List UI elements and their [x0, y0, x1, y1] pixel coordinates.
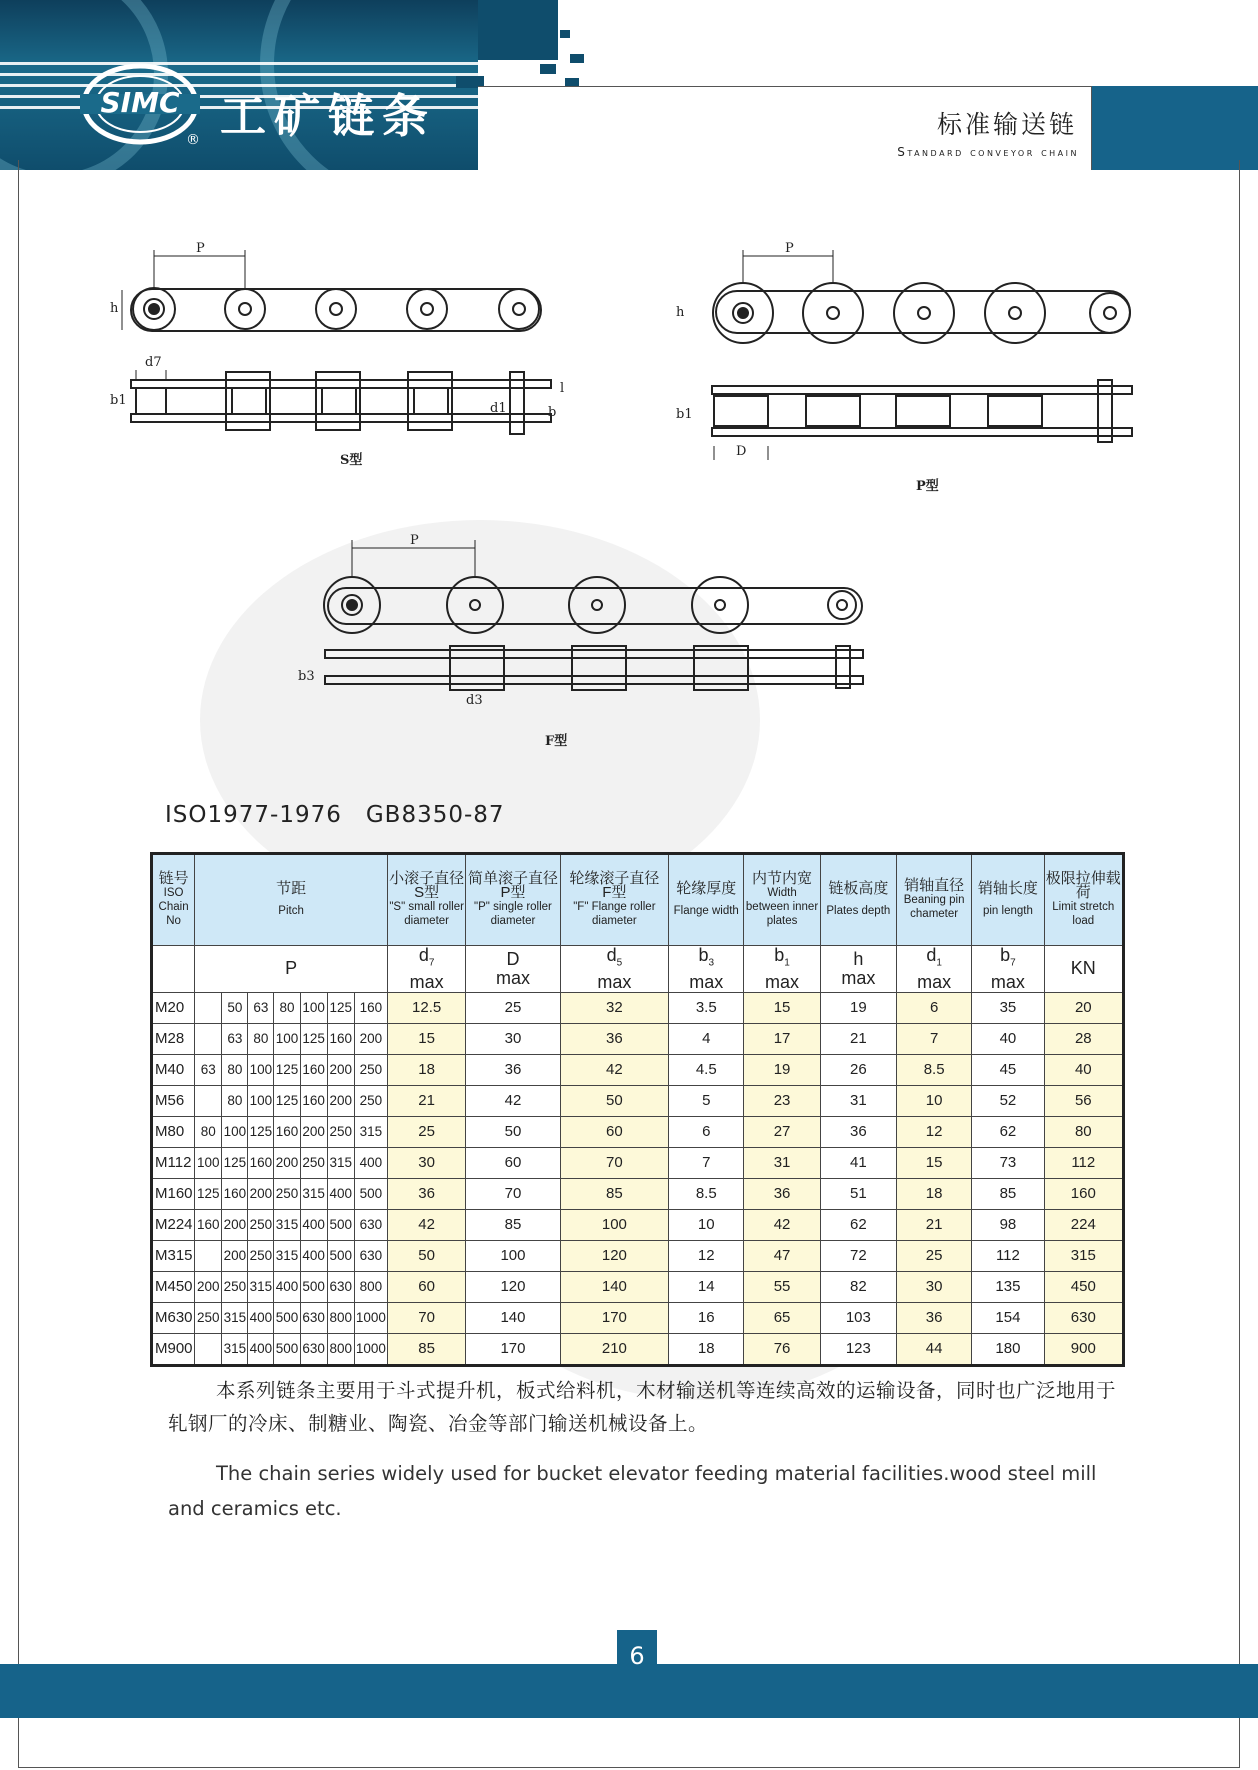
chain-number: M160	[152, 1178, 195, 1209]
flange-width: 7	[669, 1147, 744, 1178]
inner-width: 65	[744, 1302, 820, 1333]
standard-gb: GB8350-87	[365, 802, 505, 828]
flange-roller-dia: 120	[560, 1240, 668, 1271]
pin-diameter: 18	[896, 1178, 971, 1209]
pitch-value: 200	[354, 1023, 387, 1054]
symbol-d1: $d_1$ max	[896, 946, 971, 993]
plate-depth: 123	[820, 1333, 896, 1365]
page-title-cn: 标准输送链	[936, 110, 1077, 139]
inner-width: 76	[744, 1333, 820, 1365]
inner-width: 19	[744, 1054, 820, 1085]
pitch-value: 80	[222, 1054, 248, 1085]
limit-load: 56	[1044, 1085, 1123, 1116]
single-roller-dia: 70	[466, 1178, 560, 1209]
flange-roller-dia: 60	[560, 1116, 668, 1147]
pitch-value: 200	[195, 1271, 222, 1302]
table-row	[152, 1054, 1124, 1085]
pitch-value: 200	[300, 1116, 327, 1147]
small-roller-dia: 50	[387, 1240, 465, 1271]
svg-text:D: D	[736, 444, 747, 459]
pin-diameter: 44	[896, 1333, 971, 1365]
flange-roller-dia: 50	[560, 1085, 668, 1116]
col-limit-load: 极限拉伸载荷 Limit stretch load	[1044, 854, 1123, 946]
description-chinese: 本系列链条主要用于斗式提升机，板式给料机，木材输送机等连续高效的运输设备，同时也广泛地用于轧钢厂的冷床、制糖业、陶瓷、冶金等部门输送机械设备上。	[168, 1379, 1117, 1435]
pitch-value: 125	[274, 1054, 300, 1085]
pitch-value: 50	[222, 992, 248, 1023]
col-flange-roller: 轮缘滚子直径 F型 "F" Flange roller diameter	[560, 854, 668, 946]
pitch-value: 100	[300, 992, 327, 1023]
pin-diameter: 6	[896, 992, 971, 1023]
flange-width: 16	[669, 1302, 744, 1333]
pitch-value: 200	[248, 1178, 274, 1209]
pin-length: 112	[972, 1240, 1044, 1271]
pin-diameter: 10	[896, 1085, 971, 1116]
pin-diameter: 36	[896, 1302, 971, 1333]
page-number: 6	[617, 1630, 657, 1682]
chain-number: M40	[152, 1054, 195, 1085]
pin-length: 45	[972, 1054, 1044, 1085]
flange-width: 4	[669, 1023, 744, 1054]
limit-load: 28	[1044, 1023, 1123, 1054]
pitch-value: 400	[274, 1271, 300, 1302]
pitch-value: 315	[222, 1302, 248, 1333]
pitch-value: 500	[327, 1209, 354, 1240]
pitch-value: 250	[300, 1147, 327, 1178]
inner-width: 17	[744, 1023, 820, 1054]
symbol-b1: $b_1$ max	[744, 946, 820, 993]
pitch-value: 315	[274, 1240, 300, 1271]
pitch-value: 400	[327, 1178, 354, 1209]
pitch-value: 100	[248, 1054, 274, 1085]
table-row	[152, 1147, 1124, 1178]
pitch-value: 250	[354, 1054, 387, 1085]
limit-load: 900	[1044, 1333, 1123, 1365]
table-row	[152, 1271, 1124, 1302]
flange-width: 12	[669, 1240, 744, 1271]
limit-load: 112	[1044, 1147, 1123, 1178]
symbol-d5: $d_5$ max	[560, 946, 668, 993]
chain-number: M900	[152, 1333, 195, 1365]
flange-roller-dia: 36	[560, 1023, 668, 1054]
flange-width: 18	[669, 1333, 744, 1365]
symbol-d7: $d_7$ max	[387, 946, 465, 993]
pitch-value: 400	[248, 1302, 274, 1333]
pitch-value: 630	[300, 1333, 327, 1365]
table-row	[152, 1116, 1124, 1147]
inner-width: 23	[744, 1085, 820, 1116]
chain-number: M80	[152, 1116, 195, 1147]
pitch-value: 500	[354, 1178, 387, 1209]
flange-roller-dia: 210	[560, 1333, 668, 1365]
single-roller-dia: 36	[466, 1054, 560, 1085]
chain-number: M56	[152, 1085, 195, 1116]
limit-load: 630	[1044, 1302, 1123, 1333]
col-inner-width: 内节内宽 Width between inner plates	[744, 854, 820, 946]
flange-width: 3.5	[669, 992, 744, 1023]
small-roller-dia: 25	[387, 1116, 465, 1147]
pitch-value: 160	[300, 1085, 327, 1116]
chain-number: M224	[152, 1209, 195, 1240]
col-pin-diameter: 销轴直径 Beaning pin chameter	[896, 854, 971, 946]
pitch-value: 63	[195, 1054, 222, 1085]
col-plate-depth: 链板高度 Plates depth	[820, 854, 896, 946]
chain-number: M20	[152, 992, 195, 1023]
limit-load: 20	[1044, 992, 1123, 1023]
s-type-diagram	[110, 241, 564, 468]
pitch-value: 125	[300, 1023, 327, 1054]
single-roller-dia: 50	[466, 1116, 560, 1147]
pitch-value: 80	[274, 992, 300, 1023]
limit-load: 160	[1044, 1178, 1123, 1209]
pitch-value: 100	[222, 1116, 248, 1147]
single-roller-dia: 170	[466, 1333, 560, 1365]
table-row	[152, 1023, 1124, 1054]
pitch-value: 160	[274, 1116, 300, 1147]
small-roller-dia: 70	[387, 1302, 465, 1333]
table-row	[152, 992, 1124, 1023]
col-single-roller: 简单滚子直径 P型 "P" single roller diameter	[466, 854, 560, 946]
pin-diameter: 12	[896, 1116, 971, 1147]
flange-width: 8.5	[669, 1178, 744, 1209]
pitch-value: 315	[274, 1209, 300, 1240]
pitch-value: 125	[248, 1116, 274, 1147]
pin-diameter: 30	[896, 1271, 971, 1302]
pitch-value: 800	[327, 1333, 354, 1365]
plate-depth: 103	[820, 1302, 896, 1333]
flange-roller-dia: 85	[560, 1178, 668, 1209]
pitch-value: 315	[300, 1178, 327, 1209]
chain-number: M315	[152, 1240, 195, 1271]
pitch-value: 160	[248, 1147, 274, 1178]
small-roller-dia: 30	[387, 1147, 465, 1178]
pitch-value: 125	[327, 992, 354, 1023]
inner-width: 42	[744, 1209, 820, 1240]
chain-number: M450	[152, 1271, 195, 1302]
pitch-value: 160	[354, 992, 387, 1023]
svg-text:P型: P型	[916, 479, 939, 494]
description-english: The chain series widely used for bucket elevator feeding material facilities.wood steel mill and ceramics etc.	[168, 1462, 1097, 1520]
table-row	[152, 1240, 1124, 1271]
symbol-b3: $b_3$ max	[669, 946, 744, 993]
col-flange-width: 轮缘厚度 Flange width	[669, 854, 744, 946]
pitch-value: 200	[327, 1054, 354, 1085]
plate-depth: 62	[820, 1209, 896, 1240]
limit-load: 80	[1044, 1116, 1123, 1147]
pitch-value: 100	[274, 1023, 300, 1054]
plate-depth: 21	[820, 1023, 896, 1054]
pin-length: 52	[972, 1085, 1044, 1116]
plate-depth: 26	[820, 1054, 896, 1085]
pitch-value: 250	[195, 1302, 222, 1333]
svg-text:d3: d3	[466, 693, 483, 708]
pitch-value	[195, 992, 222, 1023]
pin-length: 62	[972, 1116, 1044, 1147]
pitch-value	[195, 1085, 222, 1116]
svg-text:F型: F型	[545, 734, 568, 749]
pitch-value: 500	[274, 1333, 300, 1365]
flange-roller-dia: 140	[560, 1271, 668, 1302]
flange-roller-dia: 70	[560, 1147, 668, 1178]
table-symbol-row	[152, 946, 1124, 993]
pin-length: 35	[972, 992, 1044, 1023]
pitch-value: 400	[354, 1147, 387, 1178]
col-small-roller: 小滚子直径 S型 "S" small roller diameter	[387, 854, 465, 946]
plate-depth: 51	[820, 1178, 896, 1209]
pitch-value: 800	[327, 1302, 354, 1333]
svg-text:h: h	[676, 305, 685, 320]
col-chain-no: 链号 ISO Chain No	[152, 854, 195, 946]
pitch-value: 125	[222, 1147, 248, 1178]
plate-depth: 82	[820, 1271, 896, 1302]
svg-text:P: P	[196, 241, 205, 256]
pitch-value: 250	[248, 1240, 274, 1271]
limit-load: 40	[1044, 1054, 1123, 1085]
pin-diameter: 8.5	[896, 1054, 971, 1085]
col-pitch: 节距 Pitch	[195, 854, 388, 946]
pitch-value	[195, 1240, 222, 1271]
limit-load: 450	[1044, 1271, 1123, 1302]
table-row	[152, 1333, 1124, 1365]
pitch-value: 500	[274, 1302, 300, 1333]
col-pin-length: 销轴长度 pin length	[972, 854, 1044, 946]
plate-depth: 31	[820, 1085, 896, 1116]
pitch-value: 315	[222, 1333, 248, 1365]
standard-iso: ISO1977-1976	[165, 802, 342, 828]
chain-number: M630	[152, 1302, 195, 1333]
brand-name: 工矿链条	[220, 89, 436, 143]
pin-diameter: 21	[896, 1209, 971, 1240]
pitch-value: 80	[195, 1116, 222, 1147]
limit-load: 315	[1044, 1240, 1123, 1271]
pitch-value: 630	[354, 1209, 387, 1240]
pin-diameter: 25	[896, 1240, 971, 1271]
pin-diameter: 7	[896, 1023, 971, 1054]
page-title-en: Standard conveyor chain	[897, 145, 1079, 159]
pitch-value: 1000	[354, 1333, 387, 1365]
single-roller-dia: 25	[466, 992, 560, 1023]
table-row	[152, 1085, 1124, 1116]
inner-width: 55	[744, 1271, 820, 1302]
pin-length: 85	[972, 1178, 1044, 1209]
pitch-value: 400	[248, 1333, 274, 1365]
pitch-value: 630	[354, 1240, 387, 1271]
logo-text: SIMC	[100, 86, 180, 119]
table-header-row	[152, 854, 1124, 946]
small-roller-dia: 60	[387, 1271, 465, 1302]
pitch-value: 80	[222, 1085, 248, 1116]
pitch-value: 630	[300, 1302, 327, 1333]
single-roller-dia: 60	[466, 1147, 560, 1178]
chain-spec-table	[150, 852, 1125, 1367]
pitch-value: 800	[354, 1271, 387, 1302]
table-row	[152, 1209, 1124, 1240]
pitch-value: 100	[195, 1147, 222, 1178]
pitch-value: 200	[274, 1147, 300, 1178]
registered-mark: ®	[186, 132, 200, 148]
pin-length: 98	[972, 1209, 1044, 1240]
plate-depth: 41	[820, 1147, 896, 1178]
inner-width: 47	[744, 1240, 820, 1271]
pitch-value: 250	[354, 1085, 387, 1116]
svg-text:l: l	[560, 381, 565, 396]
small-roller-dia: 85	[387, 1333, 465, 1365]
pin-length: 154	[972, 1302, 1044, 1333]
pitch-value: 315	[327, 1147, 354, 1178]
pin-length: 73	[972, 1147, 1044, 1178]
symbol-h: h max	[820, 946, 896, 993]
inner-width: 15	[744, 992, 820, 1023]
pitch-value: 80	[248, 1023, 274, 1054]
svg-text:P: P	[785, 241, 794, 256]
svg-text:h: h	[110, 301, 119, 316]
pitch-value: 160	[222, 1178, 248, 1209]
pitch-value: 250	[327, 1116, 354, 1147]
flange-width: 5	[669, 1085, 744, 1116]
single-roller-dia: 100	[466, 1240, 560, 1271]
pitch-value: 63	[248, 992, 274, 1023]
pin-length: 135	[972, 1271, 1044, 1302]
pitch-value: 250	[248, 1209, 274, 1240]
pin-length: 40	[972, 1023, 1044, 1054]
small-roller-dia: 12.5	[387, 992, 465, 1023]
limit-load: 224	[1044, 1209, 1123, 1240]
f-type-diagram	[298, 533, 863, 749]
small-roller-dia: 18	[387, 1054, 465, 1085]
svg-text:S型: S型	[340, 453, 363, 468]
inner-width: 31	[744, 1147, 820, 1178]
pitch-value: 125	[195, 1178, 222, 1209]
small-roller-dia: 21	[387, 1085, 465, 1116]
svg-text:b3: b3	[298, 669, 315, 684]
pin-length: 180	[972, 1333, 1044, 1365]
single-roller-dia: 85	[466, 1209, 560, 1240]
flange-roller-dia: 42	[560, 1054, 668, 1085]
single-roller-dia: 30	[466, 1023, 560, 1054]
pitch-value: 400	[300, 1240, 327, 1271]
pitch-value: 160	[300, 1054, 327, 1085]
pitch-value: 125	[274, 1085, 300, 1116]
plate-depth: 19	[820, 992, 896, 1023]
plate-depth: 72	[820, 1240, 896, 1271]
symbol-kn: KN	[1044, 946, 1123, 993]
pitch-value: 160	[195, 1209, 222, 1240]
inner-width: 36	[744, 1178, 820, 1209]
standard-codes	[165, 802, 529, 828]
inner-width: 27	[744, 1116, 820, 1147]
pitch-value: 500	[327, 1240, 354, 1271]
chain-number: M112	[152, 1147, 195, 1178]
symbol-b7: $b_7$ max	[972, 946, 1044, 993]
flange-width: 10	[669, 1209, 744, 1240]
svg-text:b1: b1	[110, 393, 127, 408]
flange-roller-dia: 32	[560, 992, 668, 1023]
pitch-value: 200	[222, 1209, 248, 1240]
flange-roller-dia: 100	[560, 1209, 668, 1240]
pitch-value: 160	[327, 1023, 354, 1054]
pitch-value: 250	[222, 1271, 248, 1302]
flange-width: 4.5	[669, 1054, 744, 1085]
pitch-value	[195, 1023, 222, 1054]
table-row	[152, 1178, 1124, 1209]
p-type-diagram	[676, 241, 1132, 494]
small-roller-dia: 36	[387, 1178, 465, 1209]
flange-width: 14	[669, 1271, 744, 1302]
pitch-value: 200	[222, 1240, 248, 1271]
svg-text:d1: d1	[490, 401, 507, 416]
symbol-D: D max	[466, 946, 560, 993]
pitch-value: 250	[274, 1178, 300, 1209]
pitch-value: 200	[327, 1085, 354, 1116]
svg-text:b: b	[548, 405, 557, 420]
single-roller-dia: 120	[466, 1271, 560, 1302]
pitch-value: 315	[354, 1116, 387, 1147]
small-roller-dia: 42	[387, 1209, 465, 1240]
pitch-value: 63	[222, 1023, 248, 1054]
table-row	[152, 1302, 1124, 1333]
pitch-value: 1000	[354, 1302, 387, 1333]
pin-diameter: 15	[896, 1147, 971, 1178]
flange-roller-dia: 170	[560, 1302, 668, 1333]
chain-diagrams	[0, 0, 1258, 780]
pitch-value: 100	[248, 1085, 274, 1116]
single-roller-dia: 42	[466, 1085, 560, 1116]
flange-width: 6	[669, 1116, 744, 1147]
svg-text:P: P	[410, 533, 419, 548]
plate-depth: 36	[820, 1116, 896, 1147]
svg-text:d7: d7	[145, 355, 162, 370]
single-roller-dia: 140	[466, 1302, 560, 1333]
pitch-value: 400	[300, 1209, 327, 1240]
small-roller-dia: 15	[387, 1023, 465, 1054]
pitch-value: 315	[248, 1271, 274, 1302]
svg-text:b1: b1	[676, 407, 693, 422]
chain-number: M28	[152, 1023, 195, 1054]
pitch-value: 630	[327, 1271, 354, 1302]
pitch-value: 500	[300, 1271, 327, 1302]
pitch-value	[195, 1333, 222, 1365]
symbol-pitch: P	[195, 946, 388, 993]
